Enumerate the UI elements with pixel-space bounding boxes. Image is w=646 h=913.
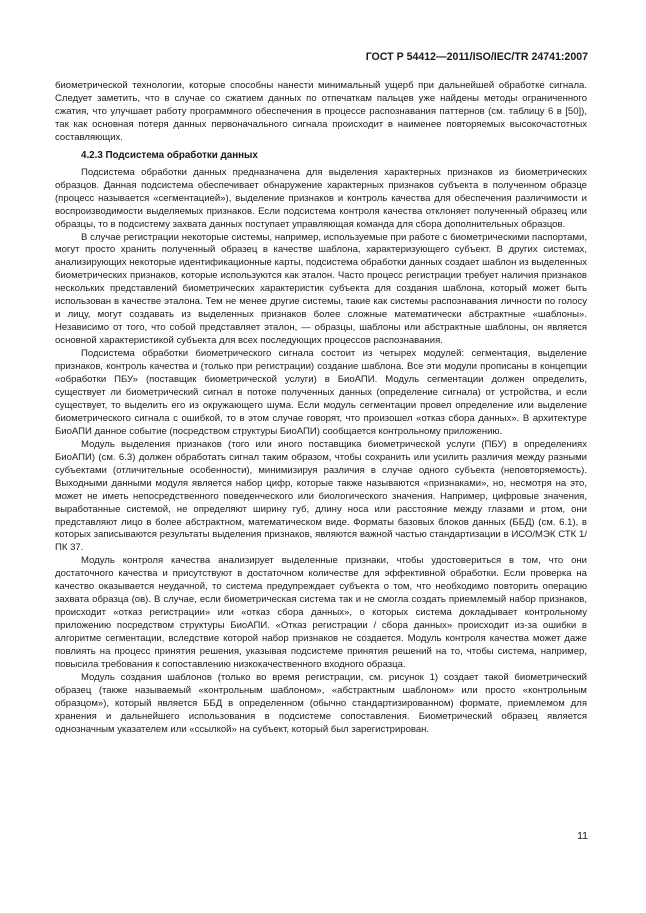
standard-header: ГОСТ Р 54412—2011/ISO/IEC/TR 24741:2007 <box>365 51 588 63</box>
section-heading: 4.2.3 Подсистема обработки данных <box>81 149 258 161</box>
paragraph: Модуль контроля качества анализирует выделенные признаки, чтобы удостовериться в том, что они достаточного качества и присутствуют в достаточном количестве для эффективной обработки. Если проверка на качество оказывается неудачной, то система предупреждает субъекта о том, что необходимо повторить операцию захвата образца (ов). В случае, если биометрическая система так и не смогла создать приемлемый набор признаков, происходит «отказ регистрации» или «отказ сбора данных», о которых система докладывает контрольному приложению посредством структуры БиоАПИ. «Отказ регистрации / сбора данных» происходит из-за ошибки в алгоритме сегментации, вследствие которой набор признаков не создается. Модуль контроля качества может даже повлиять на процесс принятия решения, указывая подсистеме принятия решений на то, чтобы система, например, повысила требования к сопоставлению низкокачественного входного образца. <box>55 555 587 670</box>
paragraph: В случае регистрации некоторые системы, например, используемые при работе с биометрическими паспортами, могут просто хранить полученный образец в качестве шаблона, характеризующего субъект. В других системах, анализирующих некоторые идентификационные карты, подсистема обработки данных создает шаблон из выделенных биометрических признаков, которые используются как эталон. Часто процесс регистрации требует наличия признаков нескольких представлений биометрических характеристик субъекта для создания шаблона, который может быть использован в качестве эталона. Тем не менее другие системы, такие как системы распознавания личности по голосу и лицу, могут создавать из выделенных признаков более сложные математически абстрактные «шаблоны». Независимо от того, что собой представляет эталон, — образцы, шаблоны или абстрактные шаблоны, он является основной характеристикой субъекта для всех последующих процессов распознавания. <box>55 231 587 347</box>
page-number: 11 <box>577 830 588 842</box>
paragraph-continuation: биометрической технологии, которые способны нанести минимальный ущерб при дальнейшей обработке сигнала. Следует заметить, что в случае со сжатием данных по отпечаткам пальцев уже найдены методы ограниченного сжатия, что улучшает работу программного обеспечения в процессе распознавания паттернов (см. таблицу 6 в [50]), так как основная потеря данных первоначального сигнала происходит в наименее повторяемых высокочастотных составляющих. <box>55 80 587 143</box>
paragraph: Подсистема обработки данных предназначена для выделения характерных признаков из биометрических образцов. Данная подсистема обеспечивает обнаружение характерных признаков субъекта в полученном образце (процесс называется «сегментацией»), выделение признаков и контроль качества для обеспечения различимости и воспроизводимости выделяемых признаков. Если подсистема контроля качества отклоняет полученный образец или образцы, то в подсистему захвата данных поступает управляющая команда для сбора дополнительных образцов. <box>55 166 587 230</box>
paragraph: Модуль создания шаблонов (только во время регистрации, см. рисунок 1) создает такой биометрический образец (также называемый «контрольным шаблоном», «абстрактным шаблоном» или просто «контрольным образцом»), который является ББД в определенном (обычно стандартизированном) формате, приемлемом для хранения и дальнейшего использования в подсистеме сопоставления. Биометрический образец является однозначным указателем или «ссылкой» на субъект, который был зарегистрирован. <box>55 671 587 735</box>
document-body <box>55 80 587 737</box>
paragraph: Модуль выделения признаков (того или иного поставщика биометрической услуги (ПБУ) в определениях БиоАПИ) (см. 6.3) должен обработать сигнал таким образом, чтобы сохранить или усилить различия между разными субъектами (отличительные особенности), минимизируя различия в случае одного субъекта (неповторяемость). Выходными данными модуля является набор цифр, которые также называются «признаками», но, несмотря на это, может не иметь непосредственного поведенческого или биологического значения. Например, цифровые значения, выработанные системой, не определяют ширину губ, длину носа или расстояние между глазами и ртом, они представляют лицо в более абстрактном, математическом виде. Форматы базовых блоков данных (ББД) (см. 6.1), в которых записываются результаты выделения признаков, являются важной частью стандартизации в ИСО/МЭК СТК 1/ПК 37. <box>55 438 587 554</box>
paragraph: Подсистема обработки биометрического сигнала состоит из четырех модулей: сегментация, выделение признаков, контроль качества и (только при регистрации) создание шаблона. Все эти модули прописаны в концепции «обработки ПБУ» (поставщик биометрической услуги) в БиоАПИ. Модуль сегментации должен определить, существует ли биометрический сигнал в потоке полученных данных (определение сигнала) от устройства, и если существует, то выделить его из окружающего шума. Если модуль сегментации провел определение или выделение биометрического сигнала с ошибкой, то в этом случае говорят, что произошел «отказ сбора данных». В архитектуре БиоАПИ данное событие (посредством структуры БиоАПИ) сообщается контрольному приложению. <box>55 348 587 437</box>
